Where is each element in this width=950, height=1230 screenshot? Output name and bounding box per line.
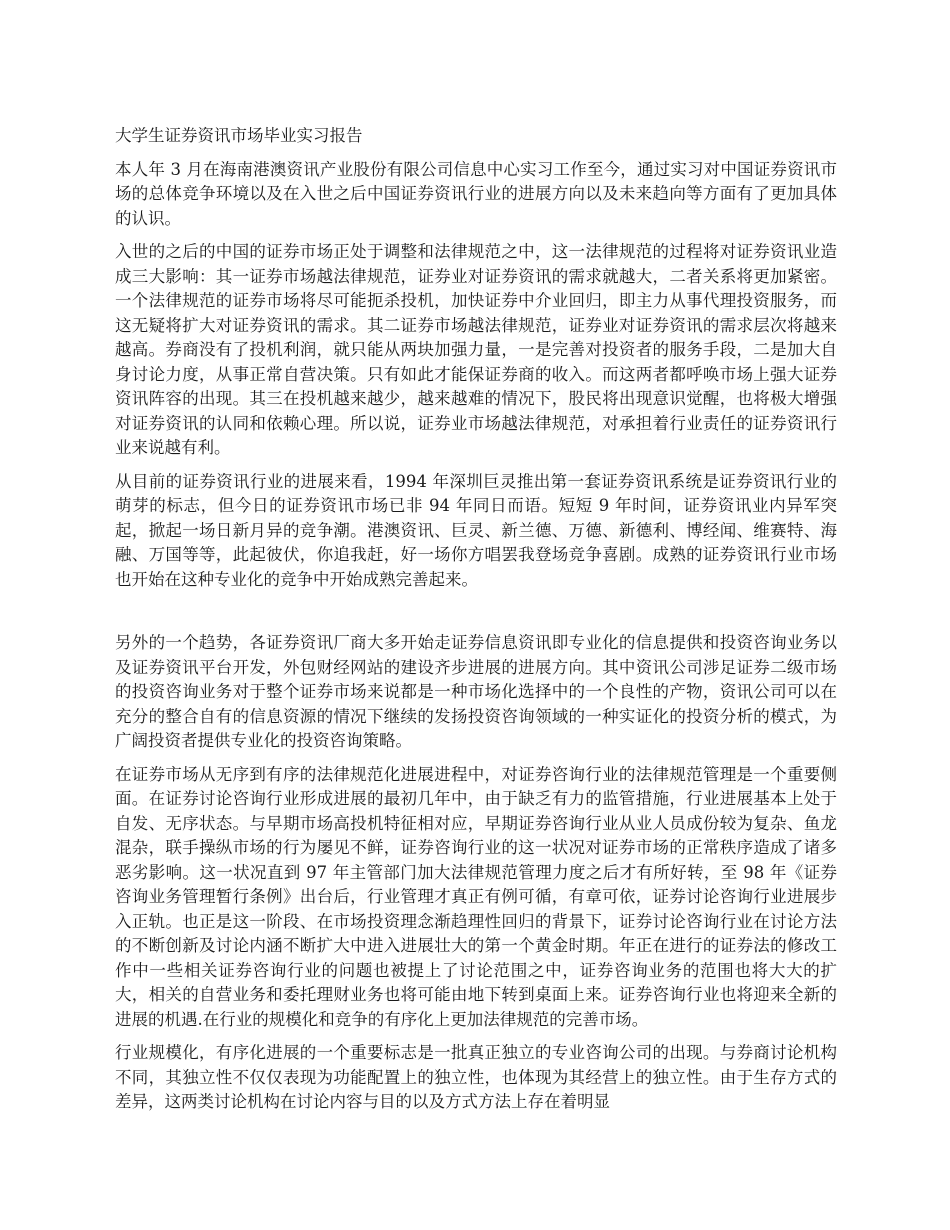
paragraph-independent-firms: 行业规模化，有序化进展的一个重要标志是一批真正独立的专业咨询公司的出现。与券商讨论机构不同，其独立性不仅仅表现为功能配置上的独立性，也体现为其经营上的独立性。由于生存方式的差异，这两类讨论机构在讨论内容与目的以及方式方法上存在着明显 xyxy=(115,1043,837,1111)
paragraph-industry-development: 从目前的证券资讯行业的进展来看，1994 年深圳巨灵推出第一套证券资讯系统是证券资讯行业的萌芽的标志，但今日的证券资讯市场已非 94 年同日而语。短短 9 年时间，证券资讯业内异军突起，掀起一场日新月异的竞争潮。港澳资讯、巨灵、新兰德、万德、新德利、博经闻、维赛特、海融、万国等等，此起彼伏，你追我赶，好一场你方唱罢我登场竞争喜剧。成熟的证券资讯行业市场也开始在这种专业化的竞争中开始成熟完善起来。 xyxy=(115,471,837,589)
paragraph-specialization-trend: 另外的一个趋势，各证券资讯厂商大多开始走证券信息资讯即专业化的信息提供和投资咨询业务以及证券资讯平台开发，外包财经网站的建设齐步进展的进展方向。其中资讯公司涉足证券二级市场的投资咨询业务对于整个证券市场来说都是一种市场化选择中的一个良性的产物，资讯公司可以在充分的整合自有的信息资源的情况下继续的发扬投资咨询领域的一种实证化的投资分析的模式，为广阔投资者提供专业化的投资咨询策略。 xyxy=(115,633,837,750)
paragraph-regulation-history: 在证券市场从无序到有序的法律规范化进展进程中，对证券咨询行业的法律规范管理是一个重要侧面。在证券讨论咨询行业形成进展的最初几年中，由于缺乏有力的监管措施，行业进展基本上处于自发、无序状态。与早期市场高投机特征相对应，早期证券咨询行业从业人员成份较为复杂、鱼龙混杂，联手操纵市场的行为屡见不鲜，证券咨询行业的这一状况对证券市场的正常秩序造成了诸多恶劣影响。这一状况直到 97 年主管部门加大法律规范管理力度之后才有所好转，至 98 年《证券咨询业务管理暂行条例》出台后，行业管理才真正有例可循，有章可依，证券讨论咨询行业进展步入正轨。也正是这一阶段、在市场投资理念渐趋理性回归的背景下，证券讨论咨询行业在讨论方法的不断创新及讨论内涵不断扩大中进入进展壮大的第一个黄金时期。年正在进行的证券法的修改工作中一些相关证券咨询行业的问题也被提上了讨论范围之中，证券咨询业务的范围也将大大的扩大，相关的自营业务和委托理财业务也将可能由地下转到桌面上来。证券咨询行业也将迎来全新的进展的机遇.在行业的规模化和竞争的有序化上更加法律规范的完善市场。 xyxy=(115,764,837,1029)
document-title: 大学生证券资讯市场毕业实习报告 xyxy=(115,126,363,145)
document-body xyxy=(115,124,837,1124)
paragraph-internship-intro: 本人年 3 月在海南港澳资讯产业股份有限公司信息中心实习工作至今，通过实习对中国证券资讯市场的总体竞争环境以及在入世之后中国证券资讯行业的进展方向以及未来趋向等方面有了更加具体的认识。 xyxy=(115,159,837,228)
paragraph-wto-impact: 入世的之后的中国的证券市场正处于调整和法律规范之中，这一法律规范的过程将对证券资讯业造成三大影响：其一证券市场越法律规范，证券业对证券资讯的需求就越大，二者关系将更加紧密。一个法律规范的证券市场将尽可能扼杀投机，加快证券中介业回归，即主力从事代理投资服务，而这无疑将扩大对证券资讯的需求。其二证券市场越法律规范，证券业对证券资讯的需求层次将越来越高。券商没有了投机利润，就只能从两块加强力量，一是完善对投资者的服务手段，二是加大自身讨论力度，从事正常自营决策。只有如此才能保证券商的收入。而这两者都呼唤市场上强大证券资讯阵容的出现。其三在投机越来越少，越来越难的情况下，股民将出现意识觉醒，也将极大增强对证券资讯的认同和依赖心理。所以说，证券业市场越法律规范，对承担着行业责任的证券资讯行业来说越有利。 xyxy=(115,242,837,457)
section-gap xyxy=(115,601,837,631)
